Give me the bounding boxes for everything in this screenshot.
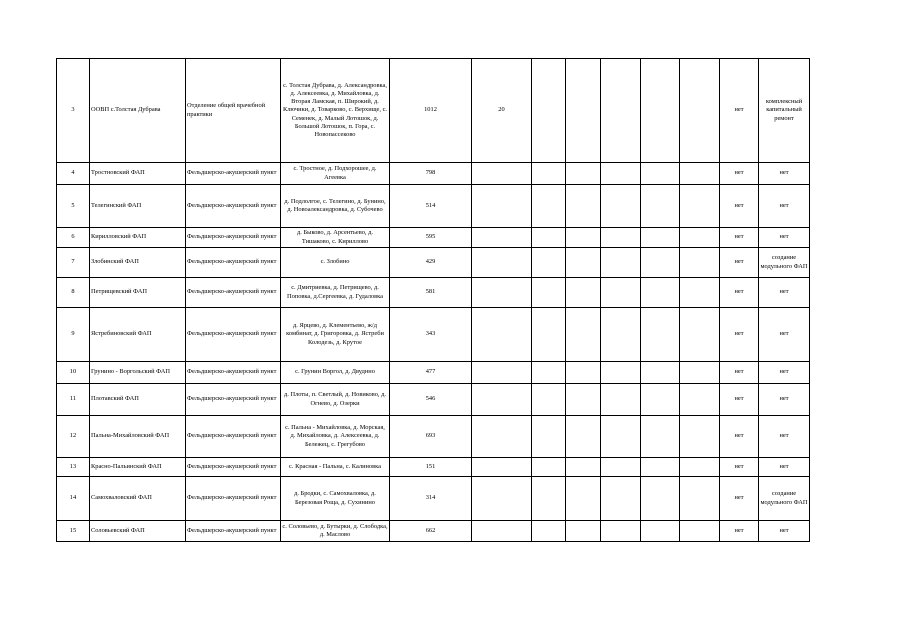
- empty-cell: [601, 163, 641, 185]
- empty-cell: [601, 384, 641, 416]
- value-2: [472, 278, 532, 308]
- empty-cell: [601, 248, 641, 278]
- value-2: [472, 248, 532, 278]
- population: 477: [390, 362, 472, 384]
- empty-cell: [601, 416, 641, 458]
- value-2: [472, 521, 532, 542]
- facility-type: Фельдшерско-акушерский пункт: [186, 521, 281, 542]
- facility-type: Фельдшерско-акушерский пункт: [186, 458, 281, 477]
- population: 1012: [390, 59, 472, 163]
- empty-cell: [601, 521, 641, 542]
- empty-cell: [566, 477, 601, 521]
- empty-cell: [680, 185, 720, 228]
- empty-cell: [641, 384, 680, 416]
- repair-plan: нет: [759, 362, 810, 384]
- repair-plan: создание модульного ФАП: [759, 477, 810, 521]
- facility-name: Соловьевский ФАП: [90, 521, 186, 542]
- repair-plan: комплексный капитальный ремонт: [759, 59, 810, 163]
- served-settlements: с. Толстая Дубрава, д. Александровка, д. Алексеевка, д. Михайловка, д. Вторая Ламская, п. Широкий, д. Ключики, д. Товарково, с. Верхище, с. Семенек, д. Малый Лотошок, д. Большой Лотошок, п. Гора, с. Новопассеково: [281, 59, 390, 163]
- repair-plan: нет: [759, 163, 810, 185]
- availability: нет: [720, 416, 759, 458]
- empty-cell: [641, 521, 680, 542]
- empty-cell: [566, 278, 601, 308]
- repair-plan: нет: [759, 278, 810, 308]
- availability: нет: [720, 59, 759, 163]
- population: 693: [390, 416, 472, 458]
- row-number: 10: [57, 362, 90, 384]
- population: 151: [390, 458, 472, 477]
- empty-cell: [601, 458, 641, 477]
- availability: нет: [720, 308, 759, 362]
- availability: нет: [720, 185, 759, 228]
- empty-cell: [532, 477, 566, 521]
- table-row: [57, 458, 810, 477]
- table-row: [57, 362, 810, 384]
- row-number: 4: [57, 163, 90, 185]
- empty-cell: [566, 458, 601, 477]
- empty-cell: [680, 521, 720, 542]
- empty-cell: [680, 248, 720, 278]
- table-row: [57, 416, 810, 458]
- availability: нет: [720, 248, 759, 278]
- facility-name: Самохваловский ФАП: [90, 477, 186, 521]
- row-number: 14: [57, 477, 90, 521]
- empty-cell: [641, 477, 680, 521]
- facility-type: Отделение общей врачебной практики: [186, 59, 281, 163]
- served-settlements: д. Быково, д. Арсентьево, д. Тишаково, с. Кириллово: [281, 228, 390, 248]
- facility-name: Кирилловский ФАП: [90, 228, 186, 248]
- empty-cell: [680, 163, 720, 185]
- served-settlements: с. Пальна - Михайловка, д. Морская, д. Михайловка, д. Алексеевка, д. Бележец, с. Грегубово: [281, 416, 390, 458]
- facility-name: Телегинский ФАП: [90, 185, 186, 228]
- facility-type: Фельдшерско-акушерский пункт: [186, 163, 281, 185]
- empty-cell: [680, 362, 720, 384]
- empty-cell: [641, 59, 680, 163]
- population: 314: [390, 477, 472, 521]
- empty-cell: [680, 416, 720, 458]
- population: 514: [390, 185, 472, 228]
- empty-cell: [566, 308, 601, 362]
- table-row: [57, 163, 810, 185]
- facility-type: Фельдшерско-акушерский пункт: [186, 278, 281, 308]
- value-2: [472, 185, 532, 228]
- empty-cell: [641, 248, 680, 278]
- empty-cell: [680, 477, 720, 521]
- row-number: 6: [57, 228, 90, 248]
- facility-type: Фельдшерско-акушерский пункт: [186, 185, 281, 228]
- value-2: [472, 384, 532, 416]
- repair-plan: создание модульного ФАП: [759, 248, 810, 278]
- value-2: [472, 228, 532, 248]
- facility-type: Фельдшерско-акушерский пункт: [186, 248, 281, 278]
- empty-cell: [680, 59, 720, 163]
- empty-cell: [566, 228, 601, 248]
- value-2: 20: [472, 59, 532, 163]
- row-number: 12: [57, 416, 90, 458]
- row-number: 5: [57, 185, 90, 228]
- empty-cell: [601, 228, 641, 248]
- facility-name: Злобинский ФАП: [90, 248, 186, 278]
- empty-cell: [601, 278, 641, 308]
- empty-cell: [532, 185, 566, 228]
- served-settlements: с. Тростное, д. Подхорошее, д. Агеевка: [281, 163, 390, 185]
- served-settlements: д. Плоты, п. Светлый, д. Новиково, д. Огнево, д. Озерки: [281, 384, 390, 416]
- empty-cell: [566, 185, 601, 228]
- facility-name: Пальна-Михайловский ФАП: [90, 416, 186, 458]
- served-settlements: с. Грунин Воргол, д. Двуднно: [281, 362, 390, 384]
- population: 343: [390, 308, 472, 362]
- empty-cell: [532, 416, 566, 458]
- served-settlements: д. Бродки, с. Самохваловка, д. Березовая Роща, д. Сухинино: [281, 477, 390, 521]
- value-2: [472, 416, 532, 458]
- availability: нет: [720, 521, 759, 542]
- empty-cell: [532, 384, 566, 416]
- served-settlements: д. Ярцево, д. Клементьево, ж/д комбинат, д. Григоровка, д. Ястреби Колодезь, д. Крутое: [281, 308, 390, 362]
- row-number: 15: [57, 521, 90, 542]
- empty-cell: [532, 521, 566, 542]
- empty-cell: [641, 362, 680, 384]
- repair-plan: нет: [759, 228, 810, 248]
- empty-cell: [566, 248, 601, 278]
- facility-name: Плотавский ФАП: [90, 384, 186, 416]
- empty-cell: [532, 228, 566, 248]
- table-row: [57, 477, 810, 521]
- empty-cell: [680, 458, 720, 477]
- empty-cell: [601, 59, 641, 163]
- facility-name: Грунино - Воргольский ФАП: [90, 362, 186, 384]
- empty-cell: [601, 185, 641, 228]
- facility-type: Фельдшерско-акушерский пункт: [186, 308, 281, 362]
- availability: нет: [720, 278, 759, 308]
- population: 798: [390, 163, 472, 185]
- population: 581: [390, 278, 472, 308]
- facility-name: Красно-Пальинский ФАП: [90, 458, 186, 477]
- empty-cell: [680, 308, 720, 362]
- empty-cell: [566, 521, 601, 542]
- repair-plan: нет: [759, 384, 810, 416]
- empty-cell: [680, 228, 720, 248]
- empty-cell: [532, 163, 566, 185]
- facility-name: ООВП с.Толстая Дубрава: [90, 59, 186, 163]
- table-row: [57, 185, 810, 228]
- row-number: 9: [57, 308, 90, 362]
- value-2: [472, 163, 532, 185]
- served-settlements: д. Подлолгое, с. Телегино, д. Бунино, д. Новоалександровка, д. Субочево: [281, 185, 390, 228]
- empty-cell: [566, 416, 601, 458]
- table-row: [57, 248, 810, 278]
- value-2: [472, 308, 532, 362]
- value-2: [472, 477, 532, 521]
- facilities-table: [56, 58, 810, 542]
- served-settlements: с. Злобино: [281, 248, 390, 278]
- served-settlements: с. Дмитриевка, д. Петрищево, д. Поповка, д.Сергеевка, д. Гудаловка: [281, 278, 390, 308]
- repair-plan: нет: [759, 185, 810, 228]
- population: 546: [390, 384, 472, 416]
- empty-cell: [601, 362, 641, 384]
- facility-type: Фельдшерско-акушерский пункт: [186, 228, 281, 248]
- empty-cell: [532, 458, 566, 477]
- served-settlements: с. Соловьево, д. Бутырки, д. Слободка, д. Маслово: [281, 521, 390, 542]
- facility-name: Ястребиновский ФАП: [90, 308, 186, 362]
- empty-cell: [641, 308, 680, 362]
- served-settlements: с. Красная - Пальна, с. Калиновка: [281, 458, 390, 477]
- availability: нет: [720, 458, 759, 477]
- empty-cell: [641, 228, 680, 248]
- row-number: 11: [57, 384, 90, 416]
- facility-name: Петрищевский ФАП: [90, 278, 186, 308]
- table-row: [57, 384, 810, 416]
- empty-cell: [641, 278, 680, 308]
- availability: нет: [720, 477, 759, 521]
- empty-cell: [566, 163, 601, 185]
- row-number: 13: [57, 458, 90, 477]
- empty-cell: [641, 185, 680, 228]
- population: 429: [390, 248, 472, 278]
- facility-type: Фельдшерско-акушерский пункт: [186, 362, 281, 384]
- repair-plan: нет: [759, 416, 810, 458]
- empty-cell: [566, 384, 601, 416]
- empty-cell: [680, 384, 720, 416]
- row-number: 7: [57, 248, 90, 278]
- empty-cell: [566, 362, 601, 384]
- repair-plan: нет: [759, 308, 810, 362]
- availability: нет: [720, 384, 759, 416]
- table-row: [57, 278, 810, 308]
- facility-type: Фельдшерско-акушерский пункт: [186, 384, 281, 416]
- empty-cell: [641, 416, 680, 458]
- empty-cell: [566, 59, 601, 163]
- empty-cell: [532, 362, 566, 384]
- empty-cell: [641, 163, 680, 185]
- table-row: [57, 228, 810, 248]
- facility-type: Фельдшерско-акушерский пункт: [186, 416, 281, 458]
- table-row: [57, 308, 810, 362]
- value-2: [472, 362, 532, 384]
- empty-cell: [601, 308, 641, 362]
- empty-cell: [532, 308, 566, 362]
- population: 662: [390, 521, 472, 542]
- repair-plan: нет: [759, 521, 810, 542]
- value-2: [472, 458, 532, 477]
- empty-cell: [680, 278, 720, 308]
- row-number: 3: [57, 59, 90, 163]
- facility-name: Тростновский ФАП: [90, 163, 186, 185]
- repair-plan: нет: [759, 458, 810, 477]
- population: 595: [390, 228, 472, 248]
- empty-cell: [601, 477, 641, 521]
- empty-cell: [641, 458, 680, 477]
- availability: нет: [720, 362, 759, 384]
- availability: нет: [720, 228, 759, 248]
- facility-type: Фельдшерско-акушерский пункт: [186, 477, 281, 521]
- table-row: [57, 521, 810, 542]
- empty-cell: [532, 278, 566, 308]
- table-row: [57, 59, 810, 163]
- empty-cell: [532, 59, 566, 163]
- empty-cell: [532, 248, 566, 278]
- availability: нет: [720, 163, 759, 185]
- table-body: [57, 59, 810, 542]
- row-number: 8: [57, 278, 90, 308]
